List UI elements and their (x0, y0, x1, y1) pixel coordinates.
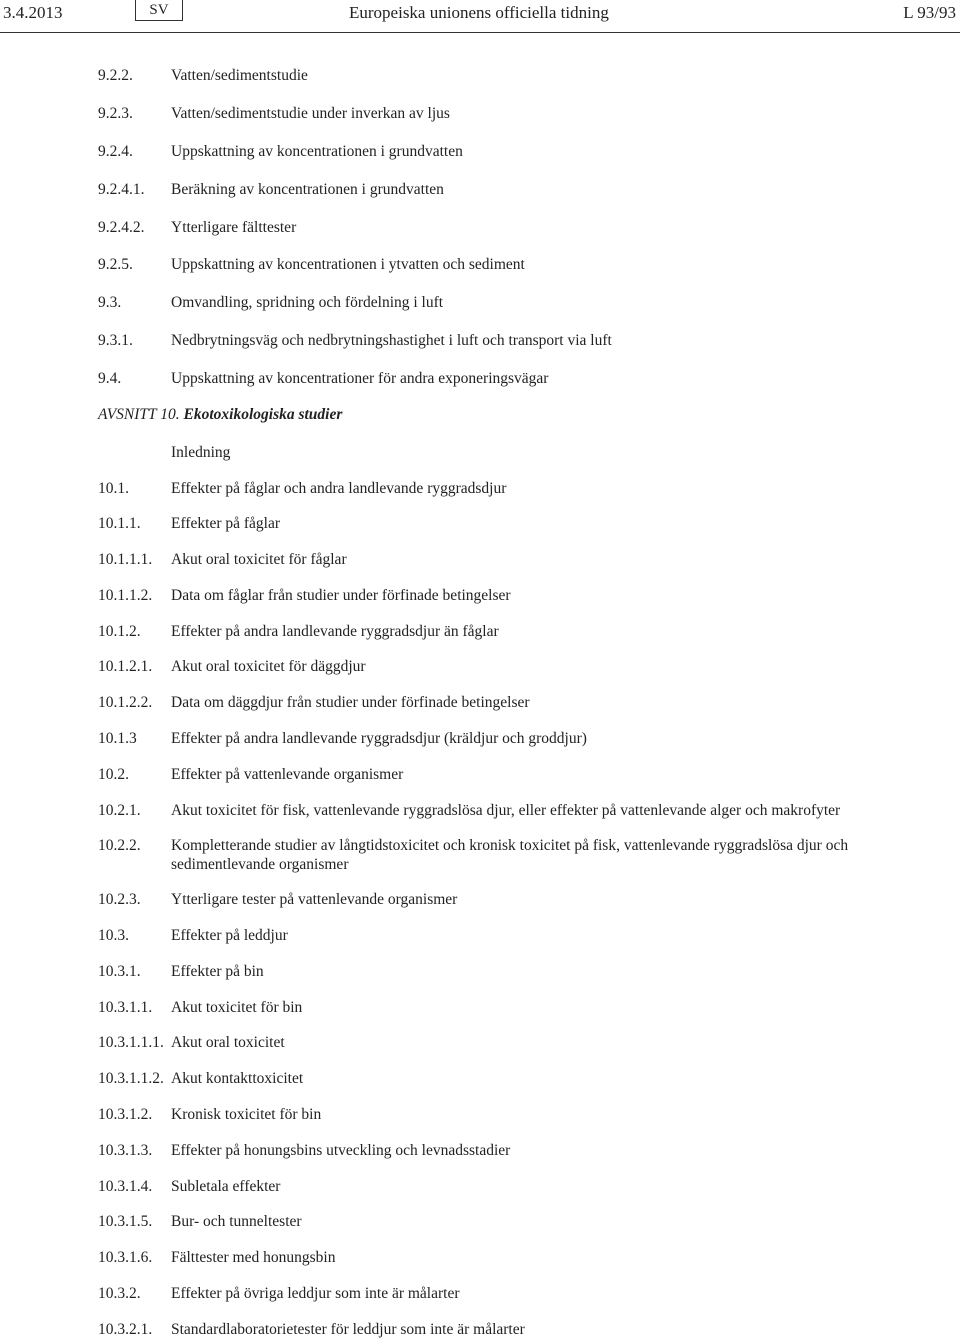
toc-entry-number: 10.1.2.2. (98, 694, 153, 711)
toc-entry-number: 9.2.5. (98, 256, 133, 273)
toc-entry-number: 10.3.2. (98, 1285, 141, 1302)
toc-entry-title: Uppskattning av koncentrationer för andra exponeringsvägar (171, 370, 549, 387)
toc-entry-title: Vatten/sedimentstudie under inverkan av ljus (171, 105, 450, 122)
toc-entry-number: 10.2.2. (98, 837, 141, 854)
toc-entry-number: 9.3.1. (98, 332, 133, 349)
toc-entry-number: 10.3.1.6. (98, 1249, 153, 1266)
toc-entry-number: 10.1.3 (98, 730, 137, 747)
toc-entry-number: 10.2.1. (98, 802, 141, 819)
toc-entry-number: 9.4. (98, 370, 122, 387)
toc-entry-number: 9.3. (98, 294, 122, 311)
toc-entry-title: Effekter på vattenlevande organismer (171, 766, 404, 783)
toc-entry-number: 10.1.1. (98, 515, 141, 532)
toc-entry-title: Fälttester med honungsbin (171, 1249, 336, 1266)
page-header (0, 0, 960, 33)
header-language-tab: SV (135, 0, 183, 21)
section-heading (98, 406, 342, 424)
toc-entry-number: 10.1.1.1. (98, 551, 153, 568)
toc-entry-title: Data om fåglar från studier under förfinade betingelser (171, 587, 511, 604)
toc-entry-number: 10.3.1.4. (98, 1178, 153, 1195)
toc-entry-title: Data om däggdjur från studier under förfinade betingelser (171, 694, 530, 711)
toc-entry-title: Uppskattning av koncentrationen i ytvatten och sediment (171, 256, 525, 273)
header-date: 3.4.2013 (3, 3, 63, 22)
toc-entry-number: 10.3.1.2. (98, 1106, 153, 1123)
section-prefix: AVSNITT 10. (98, 406, 180, 423)
toc-entry-title: Ytterligare fälttester (171, 219, 297, 236)
toc-entry-number: 9.2.4. (98, 143, 133, 160)
toc-entry-number: 10.3.2.1. (98, 1321, 153, 1338)
toc-entry-title: Effekter på fåglar och andra landlevande ryggradsdjur (171, 480, 507, 497)
toc-entry-title: Akut oral toxicitet (171, 1034, 285, 1051)
toc-entry-title: Akut oral toxicitet för fåglar (171, 551, 347, 568)
toc-entry-title: Ytterligare tester på vattenlevande organismer (171, 891, 458, 908)
toc-entry-title: Beräkning av koncentrationen i grundvatten (171, 181, 444, 198)
toc-entry-title: Akut toxicitet för bin (171, 999, 303, 1016)
toc-entry-number: 9.2.2. (98, 67, 133, 84)
toc-entry-title: Vatten/sedimentstudie (171, 67, 308, 84)
toc-entry-title: Bur- och tunneltester (171, 1213, 302, 1230)
toc-entry-number: 10.3.1.1. (98, 999, 153, 1016)
toc-entry-title: Kompletterande studier av långtidstoxicitet och kronisk toxicitet på fisk, vattenlevande ryggradslösa djur och sedimentlevande organismer (171, 837, 849, 873)
section-title: Ekotoxikologiska studier (183, 406, 343, 423)
toc-entry-number: 9.2.3. (98, 105, 133, 122)
toc-entry-number: 10.3.1.3. (98, 1142, 153, 1159)
toc-entry-number: 10.3.1. (98, 963, 141, 980)
toc-entry-title: Akut kontakttoxicitet (171, 1070, 304, 1087)
toc-entry-title: Effekter på leddjur (171, 927, 288, 944)
toc-entry-title: Inledning (171, 444, 231, 461)
toc-entry-title: Omvandling, spridning och fördelning i luft (171, 294, 444, 311)
toc-entry-number: 10.3. (98, 927, 129, 944)
toc-entry-title: Effekter på honungsbins utveckling och levnadsstadier (171, 1142, 511, 1159)
toc-entry-title: Effekter på andra landlevande ryggradsdjur än fåglar (171, 623, 499, 640)
toc-entry-title: Effekter på fåglar (171, 515, 281, 532)
toc-entry-title: Effekter på bin (171, 963, 264, 980)
toc-entry-title: Subletala effekter (171, 1178, 281, 1195)
toc-entry-number: 10.1.2.1. (98, 658, 153, 675)
toc-entry-number: 10.1.1.2. (98, 587, 153, 604)
header-page-number: L 93/93 (903, 3, 956, 22)
toc-entry-number: 10.3.1.1.1. (98, 1034, 164, 1051)
toc-entry-title: Akut toxicitet för fisk, vattenlevande ryggradslösa djur, eller effekter på vattenlevande alger och makrofyter (171, 802, 841, 819)
header-journal-title: Europeiska unionens officiella tidning (349, 3, 609, 22)
toc-entry-title: Akut oral toxicitet för däggdjur (171, 658, 366, 675)
toc-entry-number: 10.2.3. (98, 891, 141, 908)
toc-entry-number: 10.3.1.1.2. (98, 1070, 164, 1087)
toc-entry-title: Effekter på andra landlevande ryggradsdjur (kräldjur och groddjur) (171, 730, 587, 747)
toc-entry-title: Effekter på övriga leddjur som inte är målarter (171, 1285, 460, 1302)
toc-entry-title: Kronisk toxicitet för bin (171, 1106, 322, 1123)
toc-entry-number: 10.1. (98, 480, 129, 497)
toc-entry-number: 10.1.2. (98, 623, 141, 640)
toc-entry-number: 10.2. (98, 766, 129, 783)
toc-entry-title: Uppskattning av koncentrationen i grundvatten (171, 143, 463, 160)
toc-entry-title: Standardlaboratorietester för leddjur som inte är målarter (171, 1321, 525, 1338)
toc-entry-number: 10.3.1.5. (98, 1213, 153, 1230)
toc-entry-number: 9.2.4.2. (98, 219, 145, 236)
toc-entry-number: 9.2.4.1. (98, 181, 145, 198)
toc-entry-title: Nedbrytningsväg och nedbrytningshastighet i luft och transport via luft (171, 332, 612, 349)
